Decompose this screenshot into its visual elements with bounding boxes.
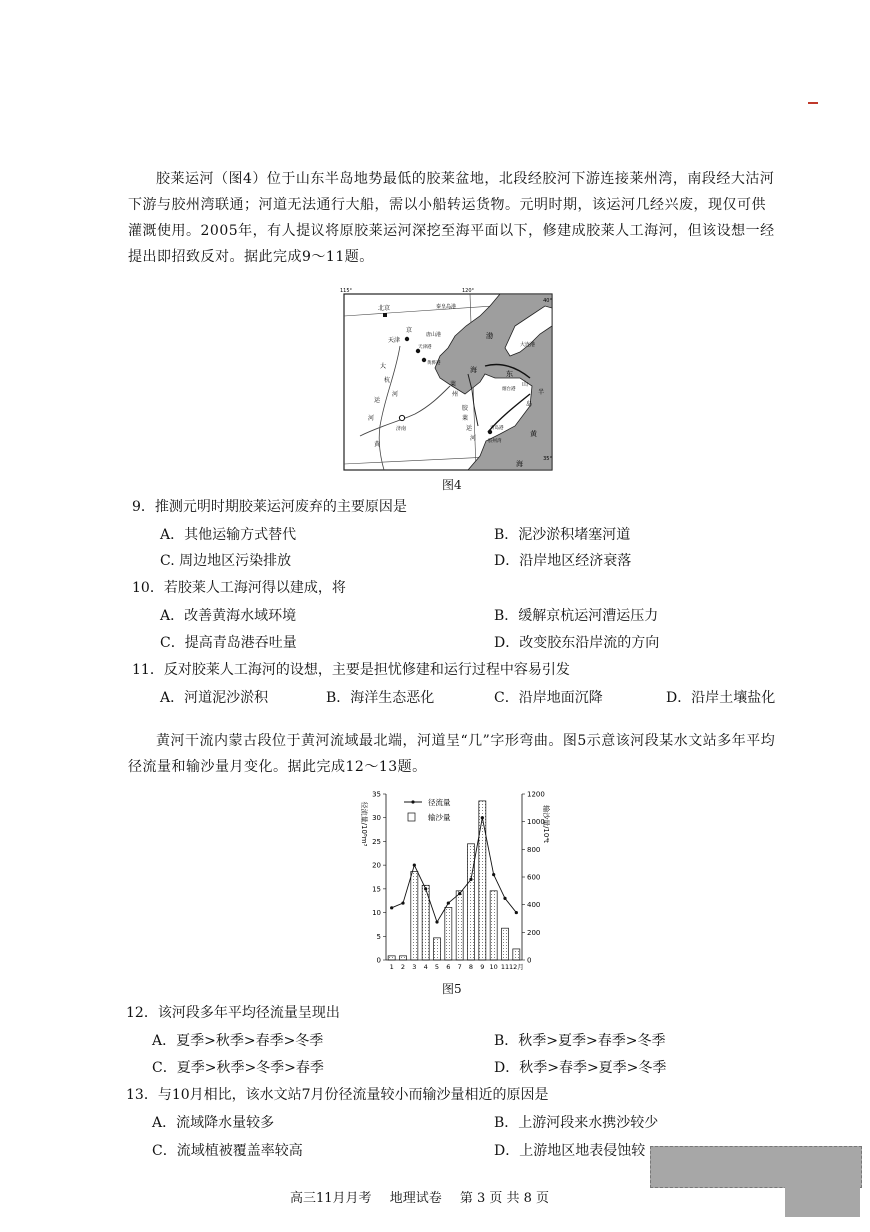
footer-grade: 高三11月月考 — [290, 1191, 372, 1206]
x-tick-label: 5 — [434, 963, 440, 971]
left-tick-label: 15 — [372, 885, 381, 894]
q9-option-b: B．泥沙淤积堵塞河道 — [494, 527, 631, 543]
left-tick-label: 0 — [376, 956, 381, 965]
sediment-bar — [388, 956, 395, 960]
dong-label: 东 — [506, 370, 513, 378]
q11-option-b: B．海洋生态恶化 — [326, 690, 435, 706]
sediment-bar — [513, 949, 520, 960]
runoff-point — [413, 864, 416, 867]
hang-label: 杭 — [384, 377, 391, 384]
shan-label: 山 — [522, 381, 529, 388]
dao-label: 岛 — [526, 401, 533, 408]
scan-mask-box-lower — [785, 1185, 860, 1217]
runoff-point — [515, 911, 518, 914]
lat35-label: 35° — [543, 456, 552, 462]
tangshan-label: 唐山港 — [426, 332, 442, 338]
q9-stem: 9．推测元明时期胶莱运河废弃的主要原因是 — [132, 499, 407, 515]
figure-5-caption: 图5 — [442, 982, 462, 996]
q13-option-d: D．上游地区地表侵蚀较 — [494, 1143, 646, 1159]
q12-stem: 12．该河段多年平均径流量呈现出 — [126, 1005, 340, 1021]
q10-option-d: D．改变胶东沿岸流的方向 — [494, 635, 660, 651]
legend-runoff-label: 径流量 — [428, 798, 451, 807]
runoff-point — [492, 873, 495, 876]
q12-option-d: D．秋季>春季>夏季>冬季 — [494, 1060, 667, 1076]
dalian-label: 大连港 — [520, 342, 536, 348]
sediment-bar — [467, 844, 474, 960]
q9-option-a: A．其他运输方式替代 — [160, 527, 297, 543]
q13-stem: 13．与10月相比，该水文站7月份径流量较小而输沙量相近的原因是 — [126, 1087, 549, 1103]
x-tick-label: 8 — [468, 963, 474, 971]
ban-label: 半 — [538, 389, 545, 396]
q12-option-a: A．夏季>秋季>春季>冬季 — [152, 1033, 324, 1049]
left-tick-label: 5 — [376, 932, 381, 941]
q10-option-c: C．提高青岛港吞吐量 — [160, 635, 297, 651]
da-label: 大 — [380, 363, 387, 370]
huang-label: 黄 — [374, 441, 381, 448]
q13-option-a: A．流域降水量较多 — [152, 1115, 275, 1131]
city-huanghua — [422, 358, 426, 362]
yun2-label: 运 — [466, 425, 473, 432]
runoff-point — [481, 816, 484, 819]
q10-stem: 10．若胶莱人工海河得以建成，将 — [132, 580, 346, 596]
chart-svg — [352, 782, 552, 978]
footer-subject: 地理试卷 — [389, 1191, 442, 1206]
he2-label: 河 — [470, 435, 477, 442]
jinan-label: 济南 — [396, 426, 407, 432]
q9-option-d: D．沿岸地区经济衰落 — [494, 553, 632, 569]
x-tick-label: 4 — [423, 963, 428, 971]
sediment-bar — [399, 956, 406, 960]
x-tick-label: 11 — [500, 963, 510, 971]
q11-stem: 11．反对胶莱人工海河的设想，主要是担忧修建和运行过程中容易引发 — [132, 662, 570, 678]
q13-option-c: C．流域植被覆盖率较高 — [152, 1143, 303, 1159]
q12-option-b: B．秋季>夏季>春季>冬季 — [494, 1033, 666, 1049]
lon120-label: 120° — [462, 288, 475, 294]
figure-4-caption: 图4 — [442, 478, 462, 492]
left-tick-label: 20 — [372, 861, 381, 870]
page-footer — [290, 1187, 563, 1206]
right-axis-title: 输沙量/10⁴t — [542, 805, 550, 843]
scan-mask-box — [650, 1146, 862, 1188]
jiaozhou-label: 胶州湾 — [488, 439, 502, 444]
yantai-label: 烟台港 — [502, 387, 516, 392]
sediment-bar — [490, 891, 497, 960]
legend-point-sample — [411, 800, 414, 803]
right-tick-label: 800 — [527, 845, 541, 854]
map-svg — [340, 286, 556, 472]
right-tick-label: 200 — [527, 928, 541, 937]
he3-label: 河 — [392, 391, 399, 398]
sediment-bar — [445, 907, 452, 960]
jiao-label: 胶 — [462, 405, 469, 412]
tianjingang-label: 天津港 — [418, 345, 432, 350]
runoff-line — [392, 818, 517, 922]
sediment-bar — [433, 938, 440, 960]
yun-label: 运 — [374, 397, 381, 404]
sediment-bar — [456, 891, 463, 960]
passage-jiaolai-canal: 胶莱运河（图4）位于山东半岛地势最低的胶莱盆地，北段经胶河下游连接莱州湾，南段经大沽河下游与胶州湾联通；河道无法通行大船，需以小船转运货物。元明时期，该运河几经兴废，现仅可供灌溉使用。2005年，有人提议将原胶莱运河深挖至海平面以下，修建成胶莱人工海河，但该设想一经提出即招致反对。据此完成9～11题。 — [128, 171, 775, 265]
q12-option-c: C．夏季>秋季>冬季>春季 — [152, 1060, 324, 1076]
runoff-point — [401, 901, 404, 904]
sediment-bar — [501, 928, 508, 960]
left-tick-label: 25 — [372, 837, 381, 846]
hai2-label: 海 — [516, 460, 523, 468]
lai2-label: 莱 — [450, 381, 457, 388]
right-tick-label: 1000 — [527, 818, 545, 827]
x-tick-label: 3 — [412, 963, 417, 971]
q10-option-a: A．改善黄海水域环境 — [160, 608, 297, 624]
corner-mark — [808, 102, 818, 104]
passage-yellow-river: 黄河干流内蒙古段位于黄河流域最北端，河道呈“几”字形弯曲。图5示意该河段某水文站多年平均径流量和输沙量月变化。据此完成12～13题。 — [128, 733, 776, 775]
runoff-point — [424, 887, 427, 890]
left-tick-label: 10 — [372, 909, 381, 918]
q11-option-c: C．沿岸地面沉降 — [494, 690, 603, 706]
x-tick-label: 10 — [489, 963, 498, 971]
huang2-label: 黄 — [530, 430, 537, 438]
lat40-label: 40° — [543, 298, 552, 304]
q9-option-c: C. 周边地区污染排放 — [160, 553, 292, 569]
x-tick-label: 6 — [446, 963, 451, 971]
left-axis-title: 径流量/10⁸m³ — [360, 801, 368, 847]
x-tick-label: 9 — [480, 963, 485, 971]
right-tick-label: 0 — [527, 956, 532, 965]
q11-option-a: A．河道泥沙淤积 — [160, 690, 269, 706]
legend-bar-sample — [408, 813, 415, 821]
q13-option-b: B．上游河段来水携沙较少 — [494, 1115, 659, 1131]
qingdao-label: 青岛港 — [490, 426, 504, 431]
right-tick-label: 1200 — [527, 790, 545, 799]
x-tick-label: 1 — [389, 963, 394, 971]
lon115-label: 115° — [340, 288, 353, 294]
jing-label: 京 — [406, 327, 413, 334]
left-tick-label: 30 — [372, 814, 381, 823]
x-tick-label: 12月 — [508, 963, 524, 971]
city-tianjin — [405, 337, 409, 341]
x-tick-label: 7 — [457, 963, 462, 971]
city-jinan — [399, 415, 404, 420]
runoff-point — [458, 892, 461, 895]
beijing-label: 北京 — [378, 305, 391, 312]
runoff-point — [469, 878, 472, 881]
q10-option-b: B．缓解京杭运河漕运压力 — [494, 608, 659, 624]
right-tick-label: 600 — [527, 873, 541, 882]
runoff-point — [447, 901, 450, 904]
runoff-point — [435, 920, 438, 923]
footer-page: 第 3 页 共 8 页 — [459, 1191, 550, 1206]
x-tick-label: 2 — [400, 963, 406, 971]
hai-label: 海 — [470, 366, 477, 374]
figure-4-map — [340, 286, 556, 472]
q11-option-d: D．沿岸土壤盐化 — [666, 690, 776, 706]
city-beijing — [383, 313, 387, 317]
right-tick-label: 400 — [527, 901, 541, 910]
tianjin-label: 天津 — [388, 337, 401, 344]
runoff-point — [390, 906, 393, 909]
he-label: 河 — [368, 415, 375, 422]
zhou-label: 州 — [452, 391, 459, 398]
bo-label: 渤 — [486, 332, 493, 340]
sediment-bar — [411, 871, 418, 960]
lai-label: 莱 — [462, 415, 469, 422]
left-tick-label: 35 — [372, 790, 381, 799]
legend-sediment-label: 输沙量 — [428, 813, 451, 822]
runoff-point — [503, 897, 506, 900]
figure-5-chart — [352, 782, 552, 978]
huanghua-label: 黄骅港 — [427, 361, 441, 366]
qinhuangdao-label: 秦皇岛港 — [436, 304, 457, 310]
sediment-bar — [479, 801, 486, 960]
